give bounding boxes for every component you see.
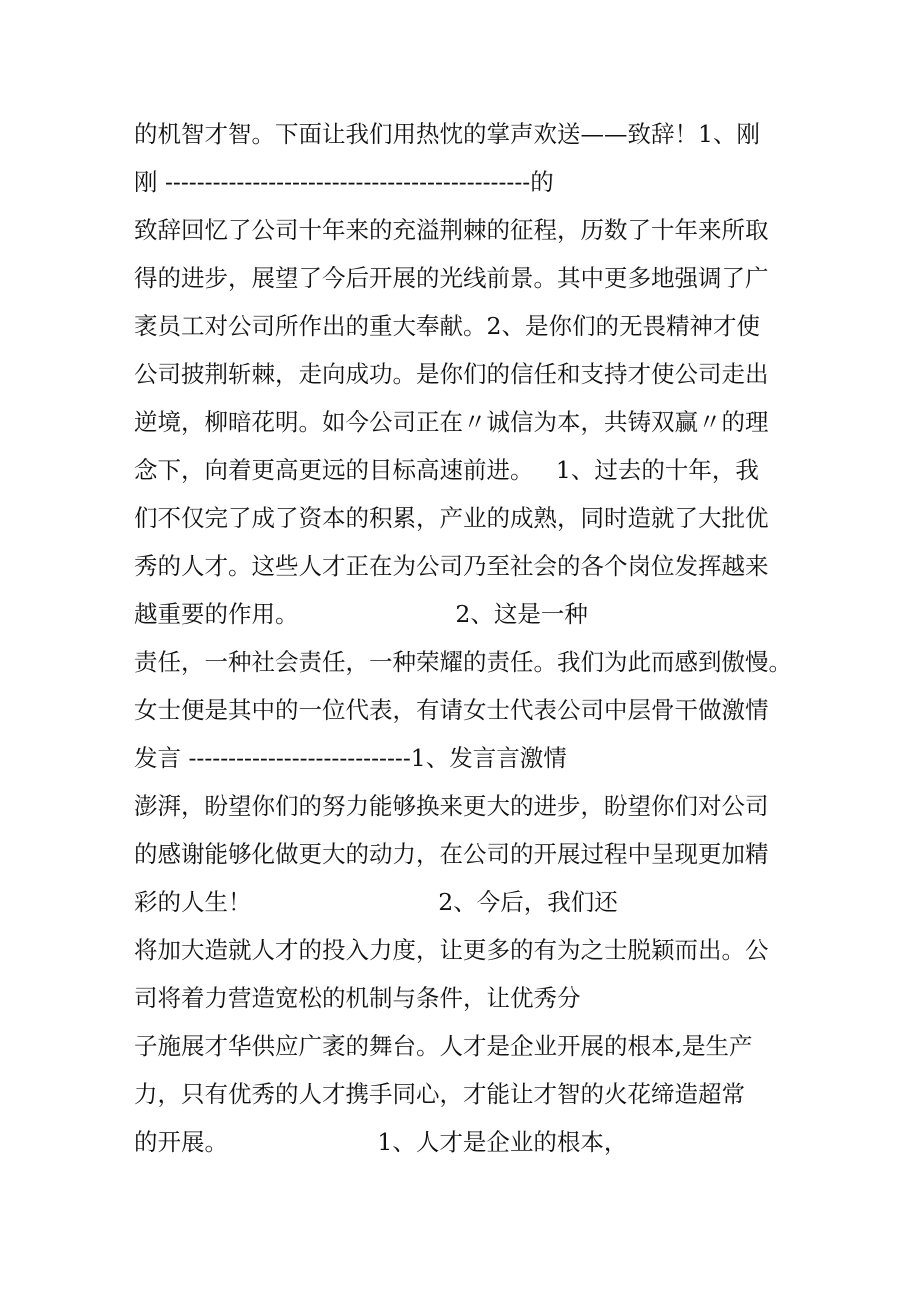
text-line-15-content: 澎湃，盼望你们的努力能够换来更大的进步，盼望你们对公司 — [134, 792, 769, 820]
text-line-8-content: 念下，向着更高更远的目标高速前进。 1、过去的十年，我 — [134, 456, 759, 484]
text-line-1-content: 的机智才智。下面让我们用热忱的掌声欢送——致辞！1、刚 — [134, 120, 760, 148]
text-line-12 — [134, 642, 792, 682]
text-line-21-content: 力，只有优秀的人才携手同心，才能让才智的火花缔造超常 — [134, 1080, 745, 1108]
text-line-5-content: 袤员工对公司所作出的重大奉献。2、是你们的无畏精神才使 — [134, 312, 760, 340]
text-line-18-content: 将加大造就人才的投入力度，让更多的有为之士脱颖而出。公 — [134, 936, 769, 964]
text-line-3-content: 致辞回忆了公司十年来的充溢荆棘的征程，历数了十年来所取 — [134, 216, 769, 244]
text-line-9 — [134, 498, 769, 538]
text-line-20-content: 子施展才华供应广袤的舞台。人才是企业开展的根本,是生产 — [134, 1032, 753, 1060]
text-line-10-content: 秀的人才。这些人才正在为公司乃至社会的各个岗位发挥越来 — [134, 552, 769, 580]
text-line-6 — [134, 354, 769, 394]
text-line-16 — [134, 834, 769, 874]
text-line-11 — [134, 594, 588, 634]
text-line-4-content: 得的进步，展望了今后开展的光线前景。其中更多地强调了广 — [134, 264, 769, 292]
text-line-19 — [134, 978, 581, 1018]
text-line-17-content: 彩的人生！ 2、今后，我们还 — [134, 888, 618, 916]
text-line-15 — [134, 786, 769, 826]
text-line-16-content: 的感谢能够化做更大的动力，在公司的开展过程中呈现更加精 — [134, 840, 769, 868]
text-line-18 — [134, 930, 769, 970]
text-line-22-content: 的开展。 1、人才是企业的根本， — [134, 1128, 628, 1156]
text-line-7 — [134, 402, 769, 442]
text-line-2 — [134, 162, 554, 202]
text-line-5 — [134, 306, 760, 346]
text-line-14-content: 发言 ----------------------------1、发言言激情 — [134, 744, 567, 772]
text-line-11-content: 越重要的作用。 2、这是一种 — [134, 600, 588, 628]
text-line-1 — [134, 114, 760, 154]
text-line-10 — [134, 546, 769, 586]
text-line-13 — [134, 690, 769, 730]
text-line-14 — [134, 738, 567, 778]
text-line-21 — [134, 1074, 745, 1114]
text-line-19-content: 司将着力营造宽松的机制与条件，让优秀分 — [134, 984, 581, 1012]
text-line-13-content: 女士便是其中的一位代表，有请女士代表公司中层骨干做激情 — [134, 696, 769, 724]
text-line-4 — [134, 258, 769, 298]
text-line-3 — [134, 210, 769, 250]
text-line-6-content: 公司披荆斩棘，走向成功。是你们的信任和支持才使公司走出 — [134, 360, 769, 388]
text-line-9-content: 们不仅完了成了资本的积累，产业的成熟，同时造就了大批优 — [134, 504, 769, 532]
text-line-8 — [134, 450, 759, 490]
text-line-22 — [134, 1122, 627, 1162]
text-line-2-content: 刚 ----------------------------------------------的 — [134, 168, 554, 196]
text-line-7-content: 逆境，柳暗花明。如今公司正在〃诚信为本，共铸双赢〃的理 — [134, 408, 769, 436]
text-line-17 — [134, 882, 618, 922]
text-line-12-content: 责任，一种社会责任，一种荣耀的责任。我们为此而感到傲慢。 — [134, 648, 792, 676]
text-line-20 — [134, 1026, 752, 1066]
